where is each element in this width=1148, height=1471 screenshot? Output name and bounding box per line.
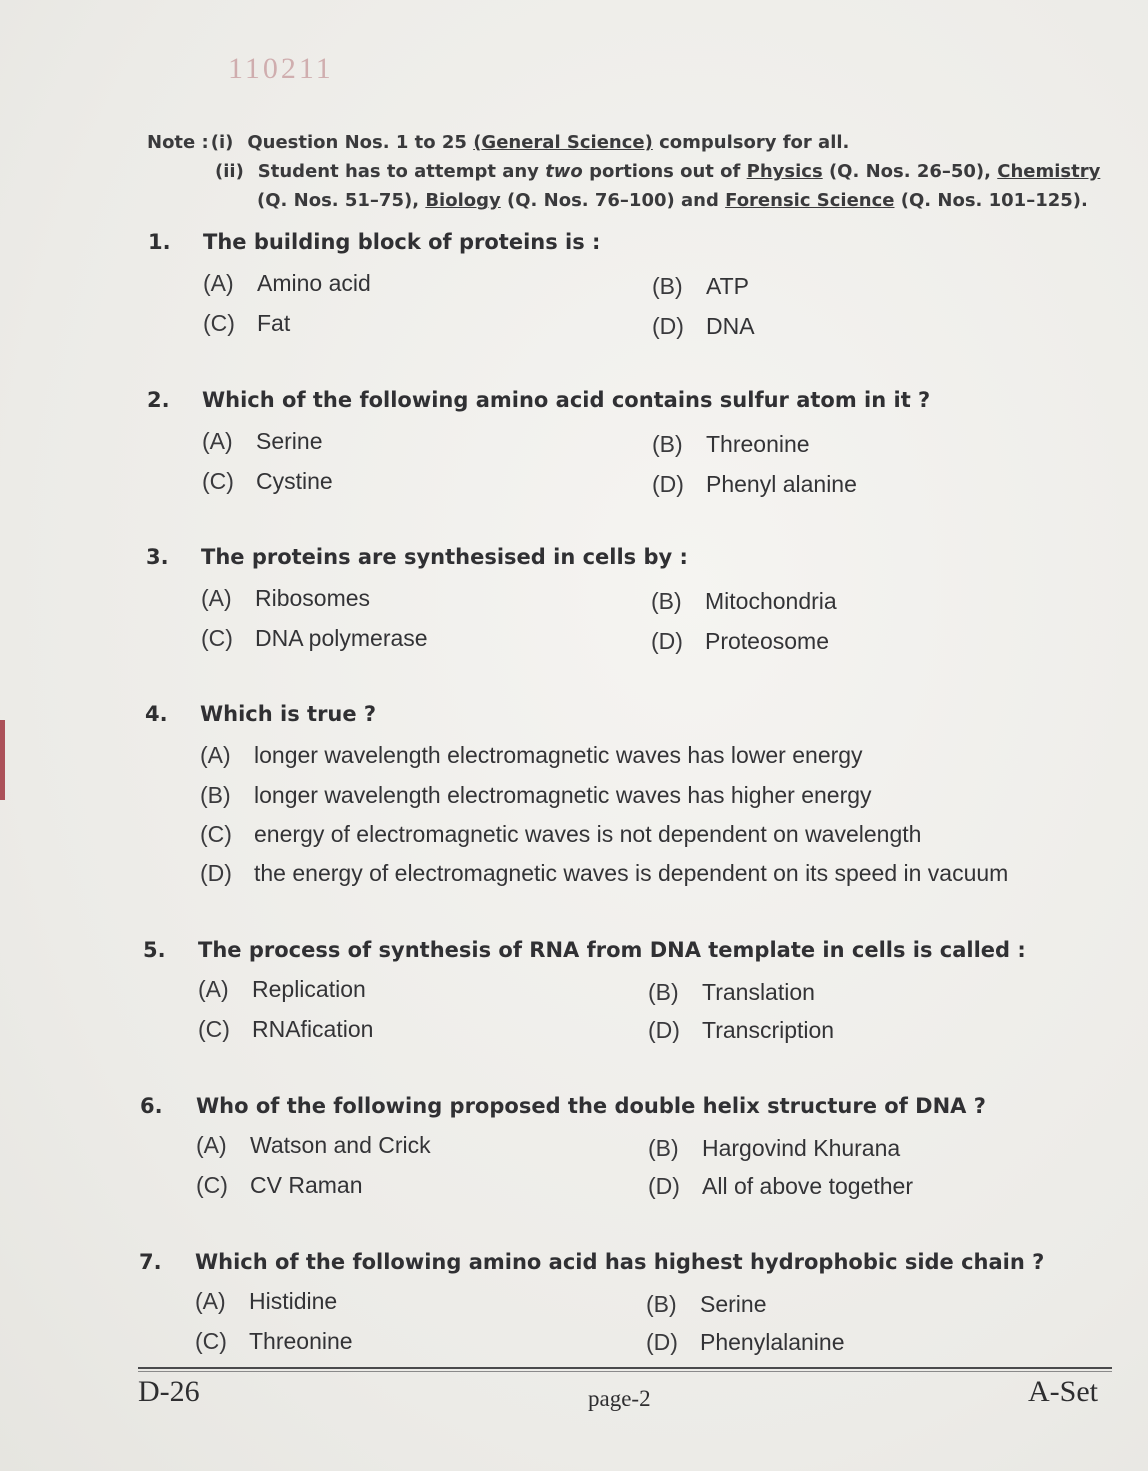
- option-d: [648, 1173, 913, 1200]
- option-label: (C): [200, 821, 232, 847]
- option-a: [201, 585, 370, 612]
- option-d: [648, 1017, 834, 1044]
- option-b: [648, 1135, 900, 1162]
- option-label: (A): [202, 428, 233, 454]
- option-text: Mitochondria: [705, 588, 837, 614]
- note-line-ii: [147, 157, 1127, 186]
- option-text: Fat: [257, 310, 291, 336]
- option-label: (B): [651, 588, 682, 614]
- option-label: (A): [200, 742, 231, 768]
- option-d: [646, 1329, 845, 1356]
- option-label: (B): [648, 1135, 679, 1161]
- margin-mark: [0, 720, 5, 800]
- option-label: (C): [202, 468, 234, 494]
- option-label: (A): [196, 1132, 227, 1158]
- question-text: Who of the following proposed the double helix structure of DNA ?: [196, 1094, 986, 1118]
- option-text: longer wavelength electromagnetic waves has lower energy: [254, 742, 863, 768]
- option-label: (A): [201, 585, 232, 611]
- option-b: [652, 273, 749, 300]
- option-text: Threonine: [706, 431, 810, 457]
- option-label: (B): [646, 1291, 677, 1317]
- note-i-marker: (i): [210, 132, 234, 153]
- option-text: CV Raman: [250, 1172, 363, 1198]
- note-i-text-b: compulsory for all.: [652, 132, 850, 153]
- option-text: RNAfication: [252, 1016, 374, 1042]
- note-ii-marker: (ii): [215, 161, 244, 182]
- option-b: [651, 588, 837, 615]
- option-text: the energy of electromagnetic waves is dependent on its speed in vacuum: [254, 860, 1009, 886]
- question-number: 4.: [145, 702, 168, 726]
- note-i-text-a: Question Nos. 1 to 25: [247, 132, 474, 153]
- option-a: [200, 742, 863, 769]
- option-label: (C): [196, 1172, 228, 1198]
- option-label: (C): [201, 625, 233, 651]
- option-label: (D): [651, 628, 683, 654]
- note-chemistry: Chemistry: [997, 161, 1101, 182]
- option-d: [652, 313, 755, 340]
- note-biology: Biology: [425, 190, 501, 211]
- option-text: Hargovind Khurana: [702, 1135, 901, 1161]
- option-text: Transcription: [702, 1017, 835, 1043]
- option-a: [202, 428, 322, 455]
- set-label: A-Set: [1028, 1375, 1098, 1408]
- option-d: [651, 628, 829, 655]
- option-label: (C): [198, 1016, 230, 1042]
- option-c: [203, 310, 290, 337]
- page-number: page-2: [588, 1386, 651, 1411]
- option-b: [200, 782, 872, 809]
- option-b: [652, 431, 810, 458]
- option-text: Phenyl alanine: [706, 471, 857, 497]
- option-text: Phenylalanine: [700, 1329, 845, 1355]
- option-c: [202, 468, 333, 495]
- note-chemistry-range: (Q. Nos. 51–75),: [257, 190, 426, 211]
- question-text: Which of the following amino acid contains sulfur atom in it ?: [202, 388, 931, 412]
- question-number: 5.: [143, 938, 166, 962]
- option-d: [200, 860, 1008, 887]
- option-text: Serine: [256, 428, 323, 454]
- option-c: [201, 625, 428, 652]
- note-forensic-range: (Q. Nos. 101–125).: [894, 190, 1088, 211]
- option-b: [646, 1291, 766, 1318]
- option-label: (B): [652, 431, 683, 457]
- option-text: Replication: [252, 976, 366, 1002]
- option-a: [195, 1288, 337, 1315]
- question-number: 1.: [148, 230, 171, 254]
- option-label: (D): [648, 1017, 680, 1043]
- option-label: (B): [200, 782, 231, 808]
- option-text: Ribosomes: [255, 585, 371, 611]
- option-label: (D): [200, 860, 232, 886]
- option-a: [196, 1132, 431, 1159]
- option-text: energy of electromagnetic waves is not dependent on wavelength: [254, 821, 922, 847]
- option-label: (D): [648, 1173, 680, 1199]
- question-text: The process of synthesis of RNA from DNA template in cells is called :: [198, 938, 1026, 962]
- note-ii-text-a: Student has to attempt any: [257, 161, 546, 182]
- option-text: Histidine: [249, 1288, 338, 1314]
- option-label: (C): [195, 1328, 227, 1354]
- question-number: 6.: [140, 1094, 163, 1118]
- option-text: Translation: [702, 979, 815, 1005]
- option-text: Cystine: [256, 468, 333, 494]
- option-b: [648, 979, 815, 1006]
- option-label: (A): [198, 976, 229, 1002]
- note-biology-range: (Q. Nos. 76–100) and: [500, 190, 726, 211]
- question-text: Which of the following amino acid has highest hydrophobic side chain ?: [195, 1250, 1045, 1274]
- option-c: [198, 1016, 373, 1043]
- option-text: Watson and Crick: [250, 1132, 431, 1158]
- option-label: (B): [652, 273, 683, 299]
- option-text: Serine: [700, 1291, 767, 1317]
- footer-rule-thin: [138, 1371, 1112, 1372]
- note-ii-two: two: [545, 161, 583, 182]
- note-physics: Physics: [746, 161, 823, 182]
- option-a: [203, 270, 371, 297]
- note-i-general-science: (General Science): [473, 132, 653, 153]
- option-label: (D): [646, 1329, 678, 1355]
- option-text: DNA: [706, 313, 755, 339]
- question-number: 7.: [139, 1250, 162, 1274]
- footer-code: D-26: [138, 1375, 200, 1408]
- option-text: longer wavelength electromagnetic waves has higher energy: [254, 782, 872, 808]
- note-prefix: Note :: [147, 132, 209, 153]
- footer-rule: [138, 1367, 1112, 1369]
- question-number: 3.: [146, 545, 169, 569]
- option-a: [198, 976, 366, 1003]
- option-text: Amino acid: [257, 270, 371, 296]
- question-text: The building block of proteins is :: [203, 230, 601, 254]
- option-text: Threonine: [249, 1328, 353, 1354]
- note-line-i: [147, 128, 1127, 157]
- option-text: ATP: [706, 273, 750, 299]
- note-line-ii-cont: [147, 186, 1127, 215]
- option-c: [196, 1172, 362, 1199]
- option-label: (A): [203, 270, 234, 296]
- option-label: (C): [203, 310, 235, 336]
- option-c: [195, 1328, 353, 1355]
- question-text: The proteins are synthesised in cells by :: [201, 545, 688, 569]
- option-c: [200, 821, 921, 848]
- option-label: (D): [652, 471, 684, 497]
- option-label: (D): [652, 313, 684, 339]
- option-label: (A): [195, 1288, 226, 1314]
- note-forensic: Forensic Science: [725, 190, 895, 211]
- option-text: Proteosome: [705, 628, 830, 654]
- instructions-note: [147, 128, 1127, 215]
- question-text: Which is true ?: [200, 702, 377, 726]
- question-number: 2.: [147, 388, 170, 412]
- option-label: (B): [648, 979, 679, 1005]
- note-physics-range: (Q. Nos. 26–50),: [822, 161, 998, 182]
- note-ii-text-b: portions out of: [582, 161, 747, 182]
- option-d: [652, 471, 857, 498]
- option-text: All of above together: [702, 1173, 913, 1199]
- header-code: 110211: [228, 52, 334, 85]
- option-text: DNA polymerase: [255, 625, 428, 651]
